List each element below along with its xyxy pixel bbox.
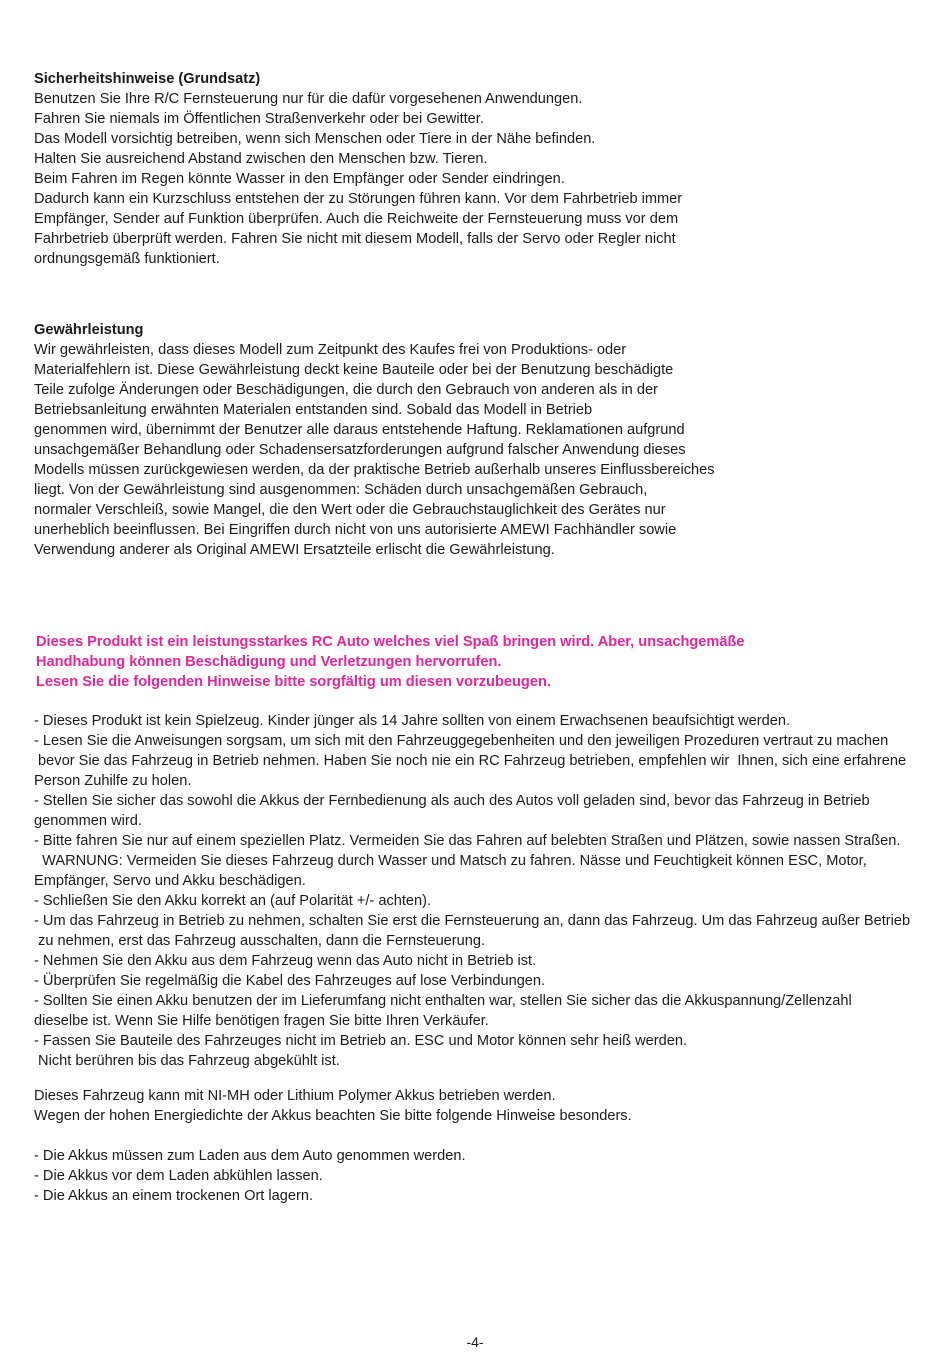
battery-hints-list bbox=[34, 1146, 466, 1206]
safety-heading: Sicherheitshinweise (Grundsatz) bbox=[34, 71, 261, 87]
hint-line: - Dieses Produkt ist kein Spielzeug. Kinder jünger als 14 Jahre sollten von einem Erwachsenen beaufsichtigt werden. bbox=[34, 713, 791, 729]
warranty-line: Betriebsanleitung erwähnten Materialen entstanden sind. Sobald das Modell in Betrieb bbox=[34, 402, 593, 418]
safety-line: Das Modell vorsichtig betreiben, wenn sich Menschen oder Tiere in der Nähe befinden. bbox=[34, 131, 596, 147]
hint-line: - Lesen Sie die Anweisungen sorgsam, um sich mit den Fahrzeuggegebenheiten und den jeweiligen Prozeduren vertraut zu machen bbox=[34, 733, 889, 749]
battery-list-item: - Die Akkus müssen zum Laden aus dem Auto genommen werden. bbox=[34, 1148, 466, 1164]
hint-line: - Fassen Sie Bauteile des Fahrzeuges nicht im Betrieb an. ESC und Motor können sehr heiß werden. bbox=[34, 1033, 688, 1049]
warranty-line: unerheblich beeinflussen. Bei Eingriffen durch nicht von uns autorisierte AMEWI Fachhändler sowie bbox=[34, 522, 677, 538]
safety-line: Halten Sie ausreichend Abstand zwischen den Menschen bzw. Tieren. bbox=[34, 151, 488, 167]
hint-line: Person Zuhilfe zu holen. bbox=[34, 773, 192, 789]
warranty-line: genommen wird, übernimmt der Benutzer alle daraus entstehende Haftung. Reklamationen aufgrund bbox=[34, 422, 685, 438]
hint-line: Nicht berühren bis das Fahrzeug abgekühlt ist. bbox=[34, 1053, 340, 1069]
warranty-line: unsachgemäßer Behandlung oder Schadensersatzforderungen aufgrund falscher Anwendung dieses bbox=[34, 442, 686, 458]
warranty-line: Modells müssen zurückgewiesen werden, da der praktische Betrieb außerhalb unseres Einflussbereiches bbox=[34, 462, 715, 478]
battery-notice bbox=[34, 1086, 632, 1126]
safety-text bbox=[34, 89, 682, 269]
page-number: -4- bbox=[466, 1334, 484, 1350]
hint-line: WARNUNG: Vermeiden Sie dieses Fahrzeug durch Wasser und Matsch zu fahren. Nässe und Feuchtigkeit können ESC, Motor, bbox=[34, 853, 867, 869]
hint-line: - Sollten Sie einen Akku benutzen der im Lieferumfang nicht enthalten war, stellen Sie sicher das die Akkuspannung/Zellenzahl bbox=[34, 993, 852, 1009]
hint-line: dieselbe ist. Wenn Sie Hilfe benötigen fragen Sie bitte Ihren Verkäufer. bbox=[34, 1013, 489, 1029]
battery-list-item: - Die Akkus vor dem Laden abkühlen lassen. bbox=[34, 1168, 323, 1184]
hint-line: - Nehmen Sie den Akku aus dem Fahrzeug wenn das Auto nicht in Betrieb ist. bbox=[34, 953, 537, 969]
warranty-line: Wir gewährleisten, dass dieses Modell zum Zeitpunkt des Kaufes frei von Produktions- oder bbox=[34, 342, 627, 358]
hint-line: zu nehmen, erst das Fahrzeug ausschalten, dann die Fernsteuerung. bbox=[34, 933, 486, 949]
warranty-text bbox=[34, 340, 715, 560]
hint-line: - Schließen Sie den Akku korrekt an (auf Polarität +/- achten). bbox=[34, 893, 432, 909]
battery-line: Wegen der hohen Energiedichte der Akkus beachten Sie bitte folgende Hinweise besonders. bbox=[34, 1108, 632, 1124]
hint-line: - Überprüfen Sie regelmäßig die Kabel des Fahrzeuges auf lose Verbindungen. bbox=[34, 973, 546, 989]
warranty-line: normaler Verschleiß, sowie Mangel, die den Wert oder die Gebrauchstauglichkeit des Gerätes nur bbox=[34, 502, 666, 518]
warning-line: Handhabung können Beschädigung und Verletzungen hervorrufen. bbox=[36, 654, 502, 670]
warranty-line: Materialfehlern ist. Diese Gewährleistung deckt keine Bauteile oder bei der Benutzung beschädigte bbox=[34, 362, 674, 378]
safety-section bbox=[34, 69, 682, 269]
safety-line: Benutzen Sie Ihre R/C Fernsteuerung nur für die dafür vorgesehenen Anwendungen. bbox=[34, 91, 583, 107]
battery-list-item: - Die Akkus an einem trockenen Ort lagern. bbox=[34, 1188, 314, 1204]
hint-line: - Bitte fahren Sie nur auf einem speziellen Platz. Vermeiden Sie das Fahren auf belebten Straßen und Plätzen, sowie nassen Straßen. bbox=[34, 833, 901, 849]
battery-line: Dieses Fahrzeug kann mit NI-MH oder Lithium Polymer Akkus betrieben werden. bbox=[34, 1088, 556, 1104]
safety-line: Fahrbetrieb überprüft werden. Fahren Sie nicht mit diesem Modell, falls der Servo oder Regler nicht bbox=[34, 231, 676, 247]
warranty-heading: Gewährleistung bbox=[34, 322, 144, 338]
safety-hints-list bbox=[34, 711, 910, 1071]
warning-callout bbox=[36, 632, 745, 692]
warranty-line: liegt. Von der Gewährleistung sind ausgenommen: Schäden durch unsachgemäßen Gebrauch, bbox=[34, 482, 648, 498]
safety-line: Dadurch kann ein Kurzschluss entstehen der zu Störungen führen kann. Vor dem Fahrbetrieb immer bbox=[34, 191, 683, 207]
warranty-line: Verwendung anderer als Original AMEWI Ersatzteile erlischt die Gewährleistung. bbox=[34, 542, 555, 558]
safety-line: Fahren Sie niemals im Öffentlichen Straßenverkehr oder bei Gewitter. bbox=[34, 111, 484, 127]
hint-line: bevor Sie das Fahrzeug in Betrieb nehmen. Haben Sie noch nie ein RC Fahrzeug betrieben, empfehlen wir Ihnen, sich eine erfahrene bbox=[34, 753, 907, 769]
warning-line: Dieses Produkt ist ein leistungsstarkes RC Auto welches viel Spaß bringen wird. Aber, unsachgemäße bbox=[36, 634, 745, 650]
hint-line: - Stellen Sie sicher das sowohl die Akkus der Fernbedienung als auch des Autos voll geladen sind, bevor das Fahrzeug in Betrieb bbox=[34, 793, 870, 809]
warranty-line: Teile zufolge Änderungen oder Beschädigungen, die durch den Gebrauch von anderen als in der bbox=[34, 382, 658, 398]
hint-line: - Um das Fahrzeug in Betrieb zu nehmen, schalten Sie erst die Fernsteuerung an, dann das Fahrzeug. Um das Fahrzeug außer Betrieb bbox=[34, 913, 911, 929]
warning-line: Lesen Sie die folgenden Hinweise bitte sorgfältig um diesen vorzubeugen. bbox=[36, 674, 551, 690]
safety-line: Empfänger, Sender auf Funktion überprüfen. Auch die Reichweite der Fernsteuerung muss vor dem bbox=[34, 211, 679, 227]
hint-line: genommen wird. bbox=[34, 813, 142, 829]
safety-line: Beim Fahren im Regen könnte Wasser in den Empfänger oder Sender eindringen. bbox=[34, 171, 565, 187]
hint-line: Empfänger, Servo und Akku beschädigen. bbox=[34, 873, 306, 889]
safety-line: ordnungsgemäß funktioniert. bbox=[34, 251, 220, 267]
warranty-section bbox=[34, 320, 715, 560]
